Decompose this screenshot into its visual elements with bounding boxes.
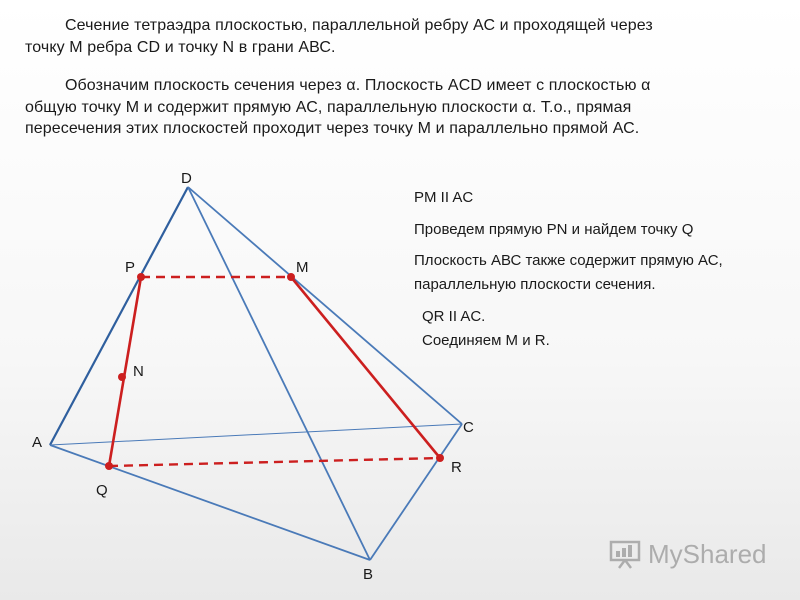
- watermark: [608, 537, 768, 571]
- point-P: [137, 273, 145, 281]
- presentation-board-icon: [608, 539, 642, 569]
- point-R: [436, 454, 444, 462]
- label-B: B: [363, 566, 374, 583]
- intro-line-2: точку М ребра CD и точку N в грани АВС.: [25, 38, 336, 56]
- explanation-line-1: Обозначим плоскость сечения через α. Плоскость ACD имеет с плоскостью α: [65, 77, 651, 94]
- label-N: N: [133, 363, 144, 380]
- note-pm-parallel-ac: PM II AC: [414, 189, 474, 206]
- note-draw-pn: Проведем прямую PN и найдем точку Q: [414, 221, 694, 238]
- label-D: D: [181, 170, 192, 187]
- label-R: R: [451, 459, 462, 476]
- explanation-line-2: общую точку М и содержит прямую АС, параллельную плоскости α. Т.о., прямая: [25, 98, 632, 116]
- note-abc-line-2: параллельную плоскости сечения.: [414, 276, 656, 293]
- watermark-text: MyShared: [648, 539, 767, 569]
- note-qr-parallel-ac: QR II AC.: [422, 308, 486, 325]
- note-abc-line-1: Плоскость АВС также содержит прямую АС,: [414, 252, 723, 269]
- label-P: P: [125, 259, 136, 276]
- explanation-line-3: пересечения этих плоскостей проходит через точку М и параллельно прямой АС.: [25, 120, 640, 137]
- point-Q: [105, 462, 113, 470]
- point-N: [118, 373, 126, 381]
- section-MR: [291, 277, 440, 458]
- edge-BC: [370, 424, 462, 560]
- label-M: M: [296, 259, 309, 276]
- point-M: [287, 273, 295, 281]
- note-connect-m-r: Соединяем M и R.: [422, 332, 550, 349]
- section-QR: [109, 458, 440, 466]
- label-C: C: [463, 419, 474, 436]
- label-Q: Q: [96, 482, 108, 499]
- label-A: A: [32, 434, 43, 451]
- intro-line-1: Сечение тетраэдра плоскостью, параллельной ребру АС и проходящей через: [65, 17, 653, 34]
